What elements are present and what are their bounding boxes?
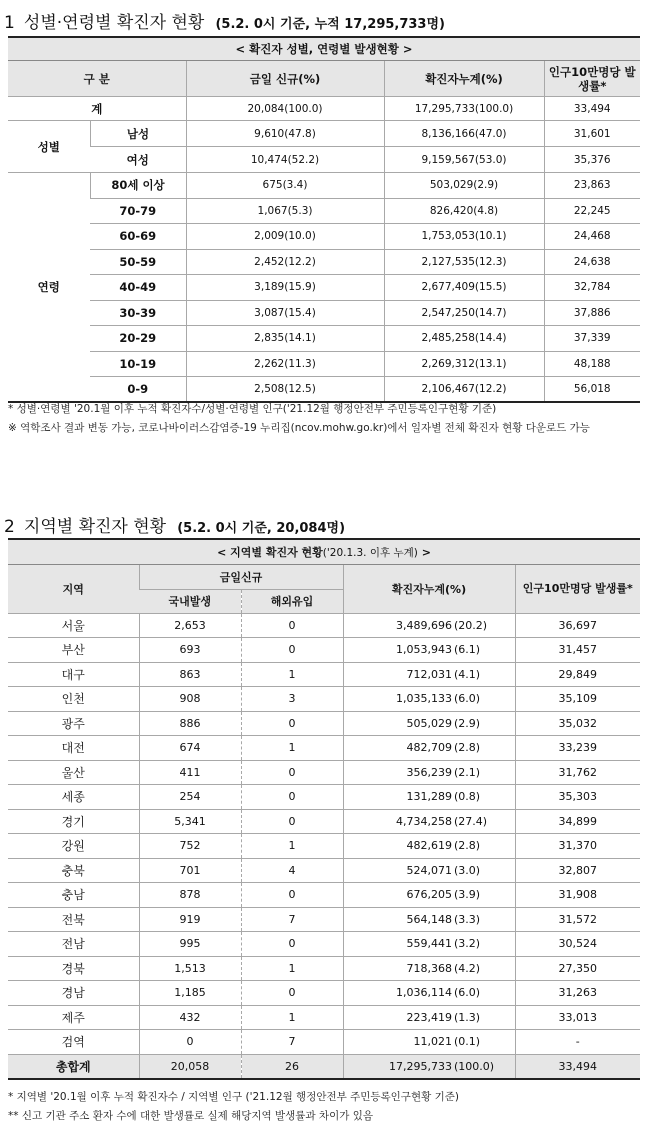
region-row — [8, 1005, 640, 1030]
header-daily-new: 금일신규 — [139, 564, 343, 589]
region-row — [8, 809, 640, 834]
total-domestic: 20,058 — [139, 1054, 241, 1079]
total-row — [8, 97, 640, 121]
region-overseas: 1 — [241, 1005, 343, 1030]
region-pct: (3.9) — [453, 883, 515, 908]
region-cumulative: 718,368 — [343, 956, 453, 981]
region-pct: (3.2) — [453, 932, 515, 957]
section2-heading — [4, 512, 345, 537]
region-cumulative: 3,489,696 — [343, 613, 453, 638]
section2-note: ** 신고 기관 주소 환자 수에 대한 발생률로 실제 해당지역 발생률과 차이가 있음 — [8, 1110, 373, 1122]
row-daily: 2,262(11.3) — [186, 351, 384, 377]
total-overseas: 26 — [241, 1054, 343, 1079]
region-cumulative: 356,239 — [343, 760, 453, 785]
row-label: 0-9 — [90, 377, 186, 403]
header-cumulative: 확진자누계(%) — [343, 564, 515, 613]
region-name: 전남 — [8, 932, 139, 957]
region-pct: (6.1) — [453, 638, 515, 663]
row-daily: 675(3.4) — [186, 173, 384, 199]
region-domestic: 878 — [139, 883, 241, 908]
row-cumulative: 1,753,053(10.1) — [384, 224, 544, 250]
region-cumulative: 505,029 — [343, 711, 453, 736]
region-row — [8, 956, 640, 981]
region-cumulative: 712,031 — [343, 662, 453, 687]
region-overseas: 7 — [241, 1030, 343, 1055]
section2-title: 지역별 확진자 현황 — [23, 517, 167, 537]
row-label: 80세 이상 — [90, 173, 186, 199]
region-row — [8, 736, 640, 761]
region-pct: (2.8) — [453, 736, 515, 761]
region-total-row — [8, 1054, 640, 1079]
region-row — [8, 613, 640, 638]
region-domestic: 693 — [139, 638, 241, 663]
region-domestic: 752 — [139, 834, 241, 859]
region-rate: 31,370 — [515, 834, 640, 859]
region-pct: (4.2) — [453, 956, 515, 981]
region-row — [8, 907, 640, 932]
region-name: 인천 — [8, 687, 139, 712]
region-rate: 35,303 — [515, 785, 640, 810]
gender-row — [8, 147, 640, 173]
table2-caption — [8, 539, 640, 564]
region-overseas: 0 — [241, 883, 343, 908]
row-label: 10-19 — [90, 351, 186, 377]
row-label: 30-39 — [90, 300, 186, 326]
region-overseas: 3 — [241, 687, 343, 712]
row-rate: 37,339 — [544, 326, 640, 352]
region-name: 경기 — [8, 809, 139, 834]
section2-note: * 지역별 '20.1월 이후 누적 확진자수 / 지역별 인구 ('21.12월 행정안전부 주민등록인구현황 기준) — [8, 1091, 459, 1103]
region-row — [8, 760, 640, 785]
row-daily: 2,835(14.1) — [186, 326, 384, 352]
region-pct: (27.4) — [453, 809, 515, 834]
region-rate: - — [515, 1030, 640, 1055]
region-pct: (1.3) — [453, 1005, 515, 1030]
region-pct: (0.8) — [453, 785, 515, 810]
region-pct: (20.2) — [453, 613, 515, 638]
region-row — [8, 858, 640, 883]
region-domestic: 411 — [139, 760, 241, 785]
row-daily: 3,087(15.4) — [186, 300, 384, 326]
row-label: 60-69 — [90, 224, 186, 250]
row-cumulative: 503,029(2.9) — [384, 173, 544, 199]
section1-note: ※ 역학조사 결과 변동 가능, 코로나바이러스감염증-19 누리집(ncov.mohw.go.kr)에서 일자별 전체 확진자 현황 다운로드 가능 — [8, 422, 590, 434]
gender-age-table — [8, 36, 640, 403]
region-name: 경남 — [8, 981, 139, 1006]
region-name: 대전 — [8, 736, 139, 761]
region-name: 전북 — [8, 907, 139, 932]
section1-note: * 성별·연령별 '20.1월 이후 누적 확진자수/성별·연령별 인구('21.12월 행정안전부 주민등록인구현황 기준) — [8, 403, 497, 415]
total-daily: 20,084(100.0) — [186, 97, 384, 121]
row-label: 여성 — [90, 147, 186, 173]
gender-row — [8, 121, 640, 147]
total-region: 총합계 — [8, 1054, 139, 1079]
region-rate: 32,807 — [515, 858, 640, 883]
header-rate: 인구10만명당 발생률* — [515, 564, 640, 613]
total-cumulative: 17,295,733 — [343, 1054, 453, 1079]
region-cumulative: 1,053,943 — [343, 638, 453, 663]
row-rate: 35,376 — [544, 147, 640, 173]
header-domestic: 국내발생 — [139, 589, 241, 613]
region-rate: 36,697 — [515, 613, 640, 638]
table2-caption-bold: < 지역별 확진자 현황 — [217, 545, 323, 559]
region-cumulative: 482,619 — [343, 834, 453, 859]
region-overseas: 0 — [241, 981, 343, 1006]
region-pct: (3.0) — [453, 858, 515, 883]
row-label: 남성 — [90, 121, 186, 147]
row-rate: 37,886 — [544, 300, 640, 326]
age-row — [8, 377, 640, 403]
header-daily: 금일 신규(%) — [186, 61, 384, 97]
region-domestic: 995 — [139, 932, 241, 957]
region-overseas: 7 — [241, 907, 343, 932]
region-overseas: 0 — [241, 638, 343, 663]
region-rate: 31,572 — [515, 907, 640, 932]
header-region: 지역 — [8, 564, 139, 613]
section1-subtitle: (5.2. 0시 기준, 누적 17,295,733명) — [215, 17, 445, 32]
region-rate: 29,849 — [515, 662, 640, 687]
region-overseas: 1 — [241, 956, 343, 981]
region-row — [8, 834, 640, 859]
region-row — [8, 932, 640, 957]
section1-title: 성별·연령별 확진자 현황 — [23, 13, 205, 33]
region-row — [8, 883, 640, 908]
region-cumulative: 1,036,114 — [343, 981, 453, 1006]
row-daily: 1,067(5.3) — [186, 198, 384, 224]
region-cumulative: 559,441 — [343, 932, 453, 957]
region-pct: (4.1) — [453, 662, 515, 687]
table1-caption: < 확진자 성별, 연령별 발생현황 > — [8, 37, 640, 61]
region-name: 강원 — [8, 834, 139, 859]
region-overseas: 0 — [241, 613, 343, 638]
region-rate: 35,109 — [515, 687, 640, 712]
region-row — [8, 711, 640, 736]
section2-subtitle: (5.2. 0시 기준, 20,084명) — [177, 521, 346, 536]
region-domestic: 1,513 — [139, 956, 241, 981]
row-cumulative: 2,269,312(13.1) — [384, 351, 544, 377]
row-label: 20-29 — [90, 326, 186, 352]
region-name: 충북 — [8, 858, 139, 883]
section2-number: 2 — [4, 517, 15, 537]
row-cumulative: 2,127,535(12.3) — [384, 249, 544, 275]
total-pct: (100.0) — [453, 1054, 515, 1079]
region-domestic: 908 — [139, 687, 241, 712]
region-domestic: 863 — [139, 662, 241, 687]
region-row — [8, 687, 640, 712]
region-cumulative: 131,289 — [343, 785, 453, 810]
region-rate: 35,032 — [515, 711, 640, 736]
region-table — [8, 538, 640, 1080]
region-domestic: 254 — [139, 785, 241, 810]
region-domestic: 5,341 — [139, 809, 241, 834]
region-domestic: 1,185 — [139, 981, 241, 1006]
row-rate: 24,468 — [544, 224, 640, 250]
region-cumulative: 1,035,133 — [343, 687, 453, 712]
region-cumulative: 4,734,258 — [343, 809, 453, 834]
region-rate: 33,013 — [515, 1005, 640, 1030]
region-pct: (0.1) — [453, 1030, 515, 1055]
row-label: 50-59 — [90, 249, 186, 275]
row-label: 70-79 — [90, 198, 186, 224]
region-rate: 31,908 — [515, 883, 640, 908]
region-pct: (2.1) — [453, 760, 515, 785]
region-pct: (2.8) — [453, 834, 515, 859]
region-cumulative: 676,205 — [343, 883, 453, 908]
row-daily: 2,009(10.0) — [186, 224, 384, 250]
row-cumulative: 826,420(4.8) — [384, 198, 544, 224]
region-row — [8, 662, 640, 687]
age-row — [8, 224, 640, 250]
region-overseas: 1 — [241, 736, 343, 761]
age-row — [8, 275, 640, 301]
table2-caption-end: > — [421, 545, 431, 559]
region-rate: 31,762 — [515, 760, 640, 785]
row-rate: 23,863 — [544, 173, 640, 199]
region-name: 광주 — [8, 711, 139, 736]
age-row — [8, 351, 640, 377]
total-cumulative: 17,295,733(100.0) — [384, 97, 544, 121]
section2-notes — [8, 1088, 640, 1126]
region-rate: 30,524 — [515, 932, 640, 957]
header-category: 구 분 — [8, 61, 186, 97]
region-name: 서울 — [8, 613, 139, 638]
row-cumulative: 2,106,467(12.2) — [384, 377, 544, 403]
region-name: 충남 — [8, 883, 139, 908]
region-domestic: 432 — [139, 1005, 241, 1030]
total-label: 계 — [8, 97, 186, 121]
region-overseas: 0 — [241, 809, 343, 834]
gender-group-label: 성별 — [8, 121, 90, 173]
age-row — [8, 198, 640, 224]
region-pct: (6.0) — [453, 687, 515, 712]
section1-notes — [8, 400, 640, 438]
row-daily: 10,474(52.2) — [186, 147, 384, 173]
header-rate: 인구10만명당 발생률* — [544, 61, 640, 97]
row-cumulative: 2,485,258(14.4) — [384, 326, 544, 352]
age-group-label: 연령 — [8, 173, 90, 403]
age-row — [8, 300, 640, 326]
row-rate: 31,601 — [544, 121, 640, 147]
section1-number: 1 — [4, 13, 15, 33]
region-rate: 31,263 — [515, 981, 640, 1006]
region-overseas: 1 — [241, 834, 343, 859]
row-daily: 2,508(12.5) — [186, 377, 384, 403]
region-name: 울산 — [8, 760, 139, 785]
header-cumulative: 확진자누계(%) — [384, 61, 544, 97]
region-overseas: 0 — [241, 760, 343, 785]
region-domestic: 701 — [139, 858, 241, 883]
region-rate: 33,239 — [515, 736, 640, 761]
region-overseas: 0 — [241, 785, 343, 810]
region-name: 세종 — [8, 785, 139, 810]
region-overseas: 1 — [241, 662, 343, 687]
region-row — [8, 1030, 640, 1055]
row-rate: 32,784 — [544, 275, 640, 301]
region-row — [8, 785, 640, 810]
age-row — [8, 249, 640, 275]
region-name: 대구 — [8, 662, 139, 687]
row-rate: 48,188 — [544, 351, 640, 377]
region-cumulative: 482,709 — [343, 736, 453, 761]
row-rate: 56,018 — [544, 377, 640, 403]
region-cumulative: 524,071 — [343, 858, 453, 883]
region-name: 제주 — [8, 1005, 139, 1030]
table2-caption-normal: ('20.1.3. 이후 누계) — [322, 546, 418, 559]
region-name: 경북 — [8, 956, 139, 981]
row-cumulative: 2,677,409(15.5) — [384, 275, 544, 301]
region-rate: 27,350 — [515, 956, 640, 981]
row-daily: 2,452(12.2) — [186, 249, 384, 275]
region-pct: (2.9) — [453, 711, 515, 736]
region-pct: (3.3) — [453, 907, 515, 932]
region-overseas: 0 — [241, 932, 343, 957]
region-rate: 31,457 — [515, 638, 640, 663]
region-overseas: 0 — [241, 711, 343, 736]
region-name: 검역 — [8, 1030, 139, 1055]
region-rate: 34,899 — [515, 809, 640, 834]
region-cumulative: 564,148 — [343, 907, 453, 932]
region-cumulative: 223,419 — [343, 1005, 453, 1030]
section1-heading — [4, 8, 445, 33]
row-label: 40-49 — [90, 275, 186, 301]
region-domestic: 919 — [139, 907, 241, 932]
row-daily: 3,189(15.9) — [186, 275, 384, 301]
total-rate: 33,494 — [515, 1054, 640, 1079]
region-cumulative: 11,021 — [343, 1030, 453, 1055]
row-cumulative: 8,136,166(47.0) — [384, 121, 544, 147]
region-pct: (6.0) — [453, 981, 515, 1006]
total-rate: 33,494 — [544, 97, 640, 121]
row-rate: 24,638 — [544, 249, 640, 275]
age-row — [8, 173, 640, 199]
region-overseas: 4 — [241, 858, 343, 883]
region-row — [8, 981, 640, 1006]
age-row — [8, 326, 640, 352]
region-domestic: 0 — [139, 1030, 241, 1055]
row-cumulative: 9,159,567(53.0) — [384, 147, 544, 173]
header-overseas: 해외유입 — [241, 589, 343, 613]
row-rate: 22,245 — [544, 198, 640, 224]
region-name: 부산 — [8, 638, 139, 663]
region-domestic: 2,653 — [139, 613, 241, 638]
region-domestic: 674 — [139, 736, 241, 761]
region-row — [8, 638, 640, 663]
row-cumulative: 2,547,250(14.7) — [384, 300, 544, 326]
region-domestic: 886 — [139, 711, 241, 736]
row-daily: 9,610(47.8) — [186, 121, 384, 147]
